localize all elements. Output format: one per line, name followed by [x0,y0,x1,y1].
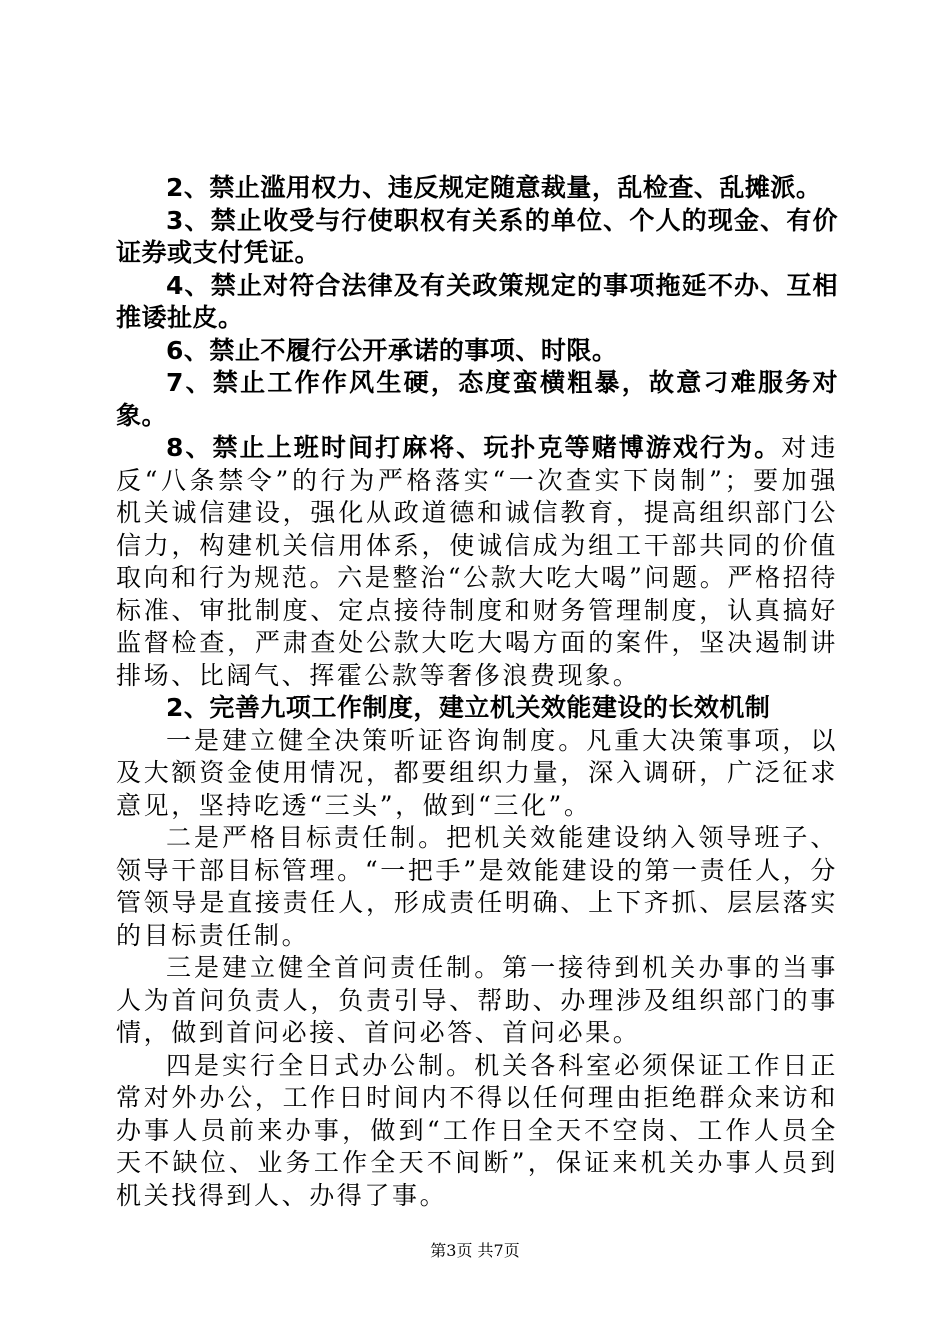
paragraph-ban-7: 7、禁止工作作风生硬，态度蛮横粗暴，故意刁难服务对象。 [116,368,838,430]
paragraph-target-responsibility: 二是严格目标责任制。把机关效能建设纳入领导班子、领导干部目标管理。“一把手”是效能建设的第一责任人，分管领导是直接责任人，形成责任明确、上下齐抓、层层落实的目标责任制。 [116,823,838,950]
document-body [116,172,838,1212]
paragraph-ban-2: 2、禁止滥用权力、违反规定随意裁量，乱检查、乱摊派。 [166,173,822,202]
paragraph-ban-8-and-rectification [116,432,838,692]
paragraph-first-inquiry: 三是建立健全首问责任制。第一接待到机关办事的当事人为首问负责人，负责引导、帮助、办理涉及组织部门的事情，做到首问必接、首问必答、首问必果。 [116,953,838,1047]
paragraph-full-day-office: 四是实行全日式办公制。机关各科室必须保证工作日正常对外办公，工作日时间内不得以任何理由拒绝群众来访和办事人员前来办事，做到“工作日全天不空岗、工作人员全天不缺位、业务工作全天不间断”，保证来机关办事人员到机关找得到人、办得了事。 [116,1050,838,1210]
paragraph-decision-hearing: 一是建立健全决策听证咨询制度。凡重大决策事项，以及大额资金使用情况，都要组织力量，深入调研，广泛征求意见，坚持吃透“三头”，做到“三化”。 [116,725,838,820]
section-heading-work-systems: 2、完善九项工作制度，建立机关效能建设的长效机制 [166,693,771,722]
paragraph-ban-4: 4、禁止对符合法律及有关政策规定的事项拖延不办、互相推诿扯皮。 [116,270,838,332]
ban-8-lead: 8、禁止上班时间打麻将、玩扑克等赌博游戏行为。 [166,433,782,462]
paragraph-ban-6: 6、禁止不履行公开承诺的事项、时限。 [166,335,618,365]
page-number-footer: 第3页 共7页 [430,1241,520,1260]
rectification-text: 对违反“八条禁令”的行为严格落实“一次查实下岗制”；要加强机关诚信建设，强化从政道德和诚信教育，提高组织部门公信力，构建机关信用体系，使诚信成为组工干部共同的价值取向和行为规范。六是整治“公款大吃大喝”问题。严格招待标准、审批制度、定点接待制度和财务管理制度，认真搞好监督检查，严肃查处公款大吃大喝方面的案件，坚决遏制讲排场、比阔气、挥霍公款等奢侈浪费现象。 [116,433,838,690]
paragraph-ban-3: 3、禁止收受与行使职权有关系的单位、个人的现金、有价证券或支付凭证。 [116,205,838,267]
